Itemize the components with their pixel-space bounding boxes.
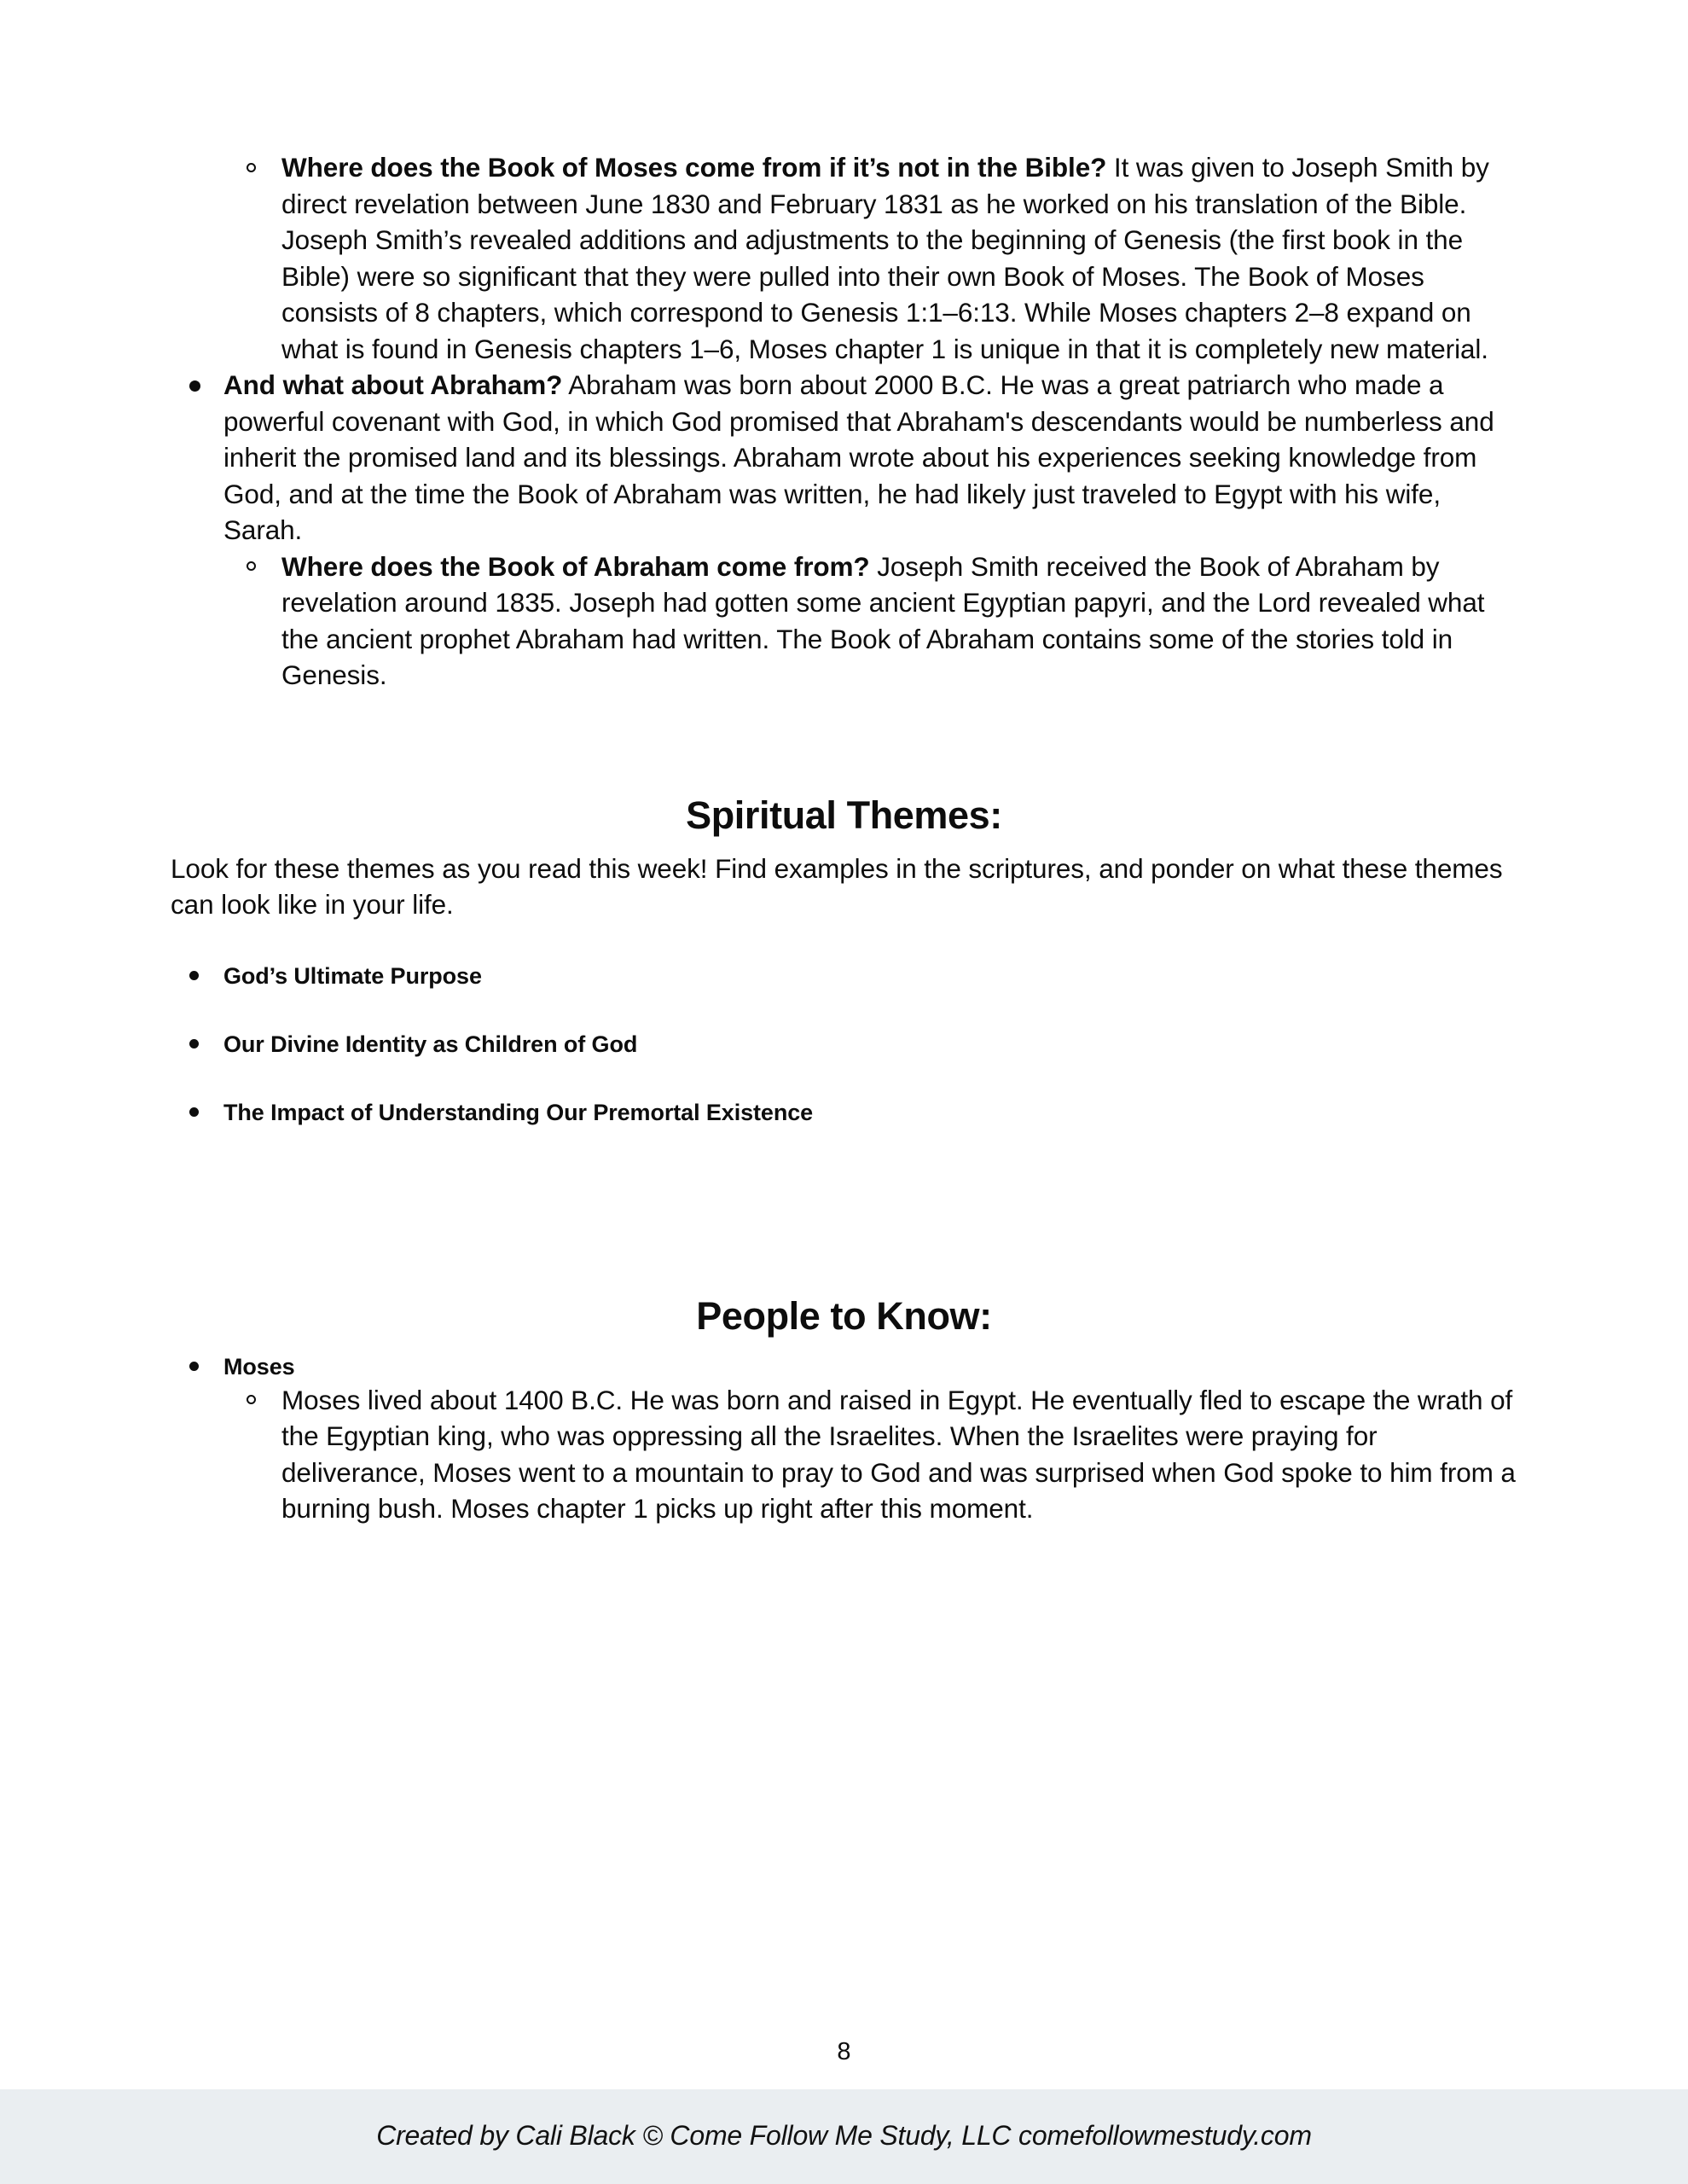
- answer-text-moses-source: It was given to Joseph Smith by direct revelation between June 1830 and February 1831 as he worked on his translation of the Bible. Joseph Smith’s revealed additions and adjustments to the beginning of Genesis (the first book in the Bible) were so significant that they were pulled into their own Book of Moses. The Book of Moses consists of 8 chapters, which correspond to Genesis 1:1–6:13. While Moses chapters 2–8 expand on what is found in Genesis chapters 1–6, Moses chapter 1 is unique in that it is completely new material.: [281, 152, 1489, 364]
- person-description-item-moses: [0, 1382, 1688, 1527]
- spacer: [0, 1339, 1688, 1351]
- theme-list-item: [0, 1029, 1688, 1060]
- person-description: Moses lived about 1400 B.C. He was born and raised in Egypt. He eventually fled to escape the wrath of the Egyptian king, who was oppressing all the Israelites. When the Israelites were praying for deliverance, Moses went to a mountain to pray to God and was surprised when God spoke to him from a burning bush. Moses chapter 1 picks up right after this moment.: [281, 1384, 1516, 1524]
- answer-text-abraham: Abraham was born about 2000 B.C. He was a great patriarch who made a powerful covenant with God, in which God promised that Abraham's descendants would be numberless and inherit the promised land and its blessings. Abraham wrote about his experiences seeking knowledge from God, and at the time the Book of Abraham was written, he had likely just traveled to Egypt with his wife, Sarah.: [223, 369, 1494, 545]
- filled-bullet-icon: [189, 1107, 199, 1117]
- answer-text-abraham-source: Joseph Smith received the Book of Abraham by revelation around 1835. Joseph had gotten some ancient Egyptian papyri, and the Lord revealed what the ancient prophet Abraham had written. The Book of Abraham contains some of the stories told in Genesis.: [281, 550, 1485, 690]
- page-content: [0, 149, 1688, 1527]
- question-lead-abraham-source: Where does the Book of Abraham come from?: [281, 550, 870, 582]
- filled-bullet-icon: [189, 1362, 199, 1371]
- hollow-bullet-icon: [247, 1395, 256, 1404]
- list-item-moses-source: [0, 149, 1688, 367]
- theme-label: God’s Ultimate Purpose: [223, 962, 482, 989]
- spiritual-themes-intro: Look for these themes as you read this week! Find examples in the scriptures, and ponder on what these themes can look like in your life.: [171, 852, 1503, 920]
- question-lead-moses-source: Where does the Book of Moses come from if it’s not in the Bible?: [281, 152, 1107, 183]
- theme-list-item: [0, 961, 1688, 991]
- spacer: [0, 991, 1688, 1029]
- spacer: [0, 1060, 1688, 1097]
- spacer: [0, 923, 1688, 961]
- question-answer-list: [0, 149, 1688, 694]
- hollow-bullet-icon: [247, 163, 256, 172]
- theme-list-item: [0, 1097, 1688, 1128]
- person-name: Moses: [223, 1353, 295, 1380]
- filled-bullet-icon: [189, 1039, 199, 1048]
- spacer: [0, 1227, 1688, 1293]
- section-heading-people-to-know: People to Know:: [696, 1293, 992, 1338]
- spacer: [0, 694, 1688, 793]
- theme-label: The Impact of Understanding Our Premortal Existence: [223, 1099, 814, 1125]
- footer-attribution: Created by Cali Black © Come Follow Me Study, LLC comefollowmestudy.com: [376, 2120, 1312, 2151]
- spacer: [0, 839, 1688, 851]
- spiritual-themes-list: [0, 961, 1688, 1128]
- filled-bullet-icon: [189, 971, 199, 980]
- spacer: [0, 1128, 1688, 1227]
- question-lead-abraham: And what about Abraham?: [223, 369, 563, 400]
- page-number: 8: [837, 2038, 851, 2065]
- theme-label: Our Divine Identity as Children of God: [223, 1031, 638, 1057]
- people-to-know-list: [0, 1351, 1688, 1527]
- person-list-item-moses: [0, 1351, 1688, 1382]
- list-item-abraham: [0, 367, 1688, 549]
- hollow-bullet-icon: [247, 561, 256, 571]
- filled-bullet-icon: [189, 380, 200, 392]
- section-heading-spiritual-themes: Spiritual Themes:: [686, 793, 1002, 837]
- list-item-abraham-source: [0, 549, 1688, 694]
